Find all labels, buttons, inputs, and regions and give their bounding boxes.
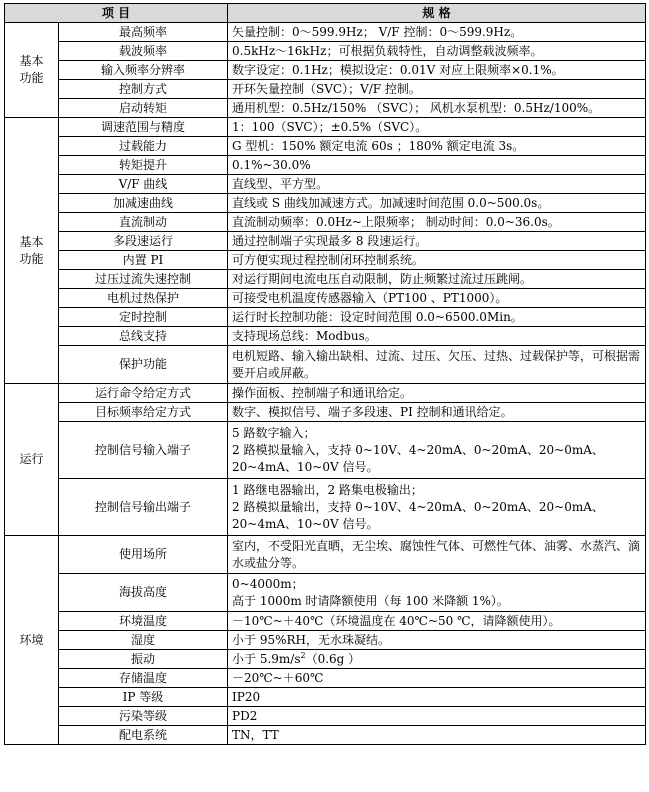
item-cell: 环境温度 [59, 612, 228, 631]
item-cell: 运行命令给定方式 [59, 384, 228, 403]
item-cell: 转矩提升 [59, 156, 228, 175]
table-row [5, 688, 646, 707]
table-row [5, 118, 646, 137]
table-row [5, 574, 646, 612]
spec-cell: 数字设定：0.1Hz；模拟设定：0.01V 对应上限频率×0.1%。 [228, 61, 646, 80]
spec-cell: －10℃~＋40℃（环境温度在 40℃~50 ℃，请降额使用）。 [228, 612, 646, 631]
table-row [5, 251, 646, 270]
category-cell: 环境 [5, 536, 59, 745]
spec-line: 2 路模拟量输入，支持 0~10V、4~20mA、0~20mA、20~0mA、20~4mA、10~0V 信号。 [232, 442, 604, 474]
table-row [5, 270, 646, 289]
spec-cell [228, 479, 646, 536]
spec-cell: －20℃~＋60℃ [228, 669, 646, 688]
table-row [5, 194, 646, 213]
spec-cell: 通用机型：0.5Hz/150% （SVC）； 风机水泵机型：0.5Hz/100%。 [228, 99, 646, 118]
spec-cell: 运行时长控制功能：设定时间范围 0.0~6500.0Min。 [228, 308, 646, 327]
spec-cell: 直流制动频率：0.0Hz~上限频率； 制动时间：0.0~36.0s。 [228, 213, 646, 232]
item-cell: 内置 PI [59, 251, 228, 270]
header-item: 项 目 [5, 4, 228, 23]
item-cell: 过压过流失速控制 [59, 270, 228, 289]
spec-cell: 支持现场总线：Modbus。 [228, 327, 646, 346]
item-cell: 定时控制 [59, 308, 228, 327]
spec-cell: 1：100（SVC）；±0.5%（SVC）。 [228, 118, 646, 137]
spec-cell: TN，TT [228, 726, 646, 745]
spec-cell: PD2 [228, 707, 646, 726]
spec-cell [228, 422, 646, 479]
spec-cell: 数字、模拟信号、端子多段速、PI 控制和通讯给定。 [228, 403, 646, 422]
table-row [5, 346, 646, 384]
header-row [5, 4, 646, 23]
table-row [5, 327, 646, 346]
table-row [5, 631, 646, 650]
spec-line: 2 路模拟量输出，支持 0~10V、4~20mA、0~20mA、20~0mA、20~4mA、10~0V 信号。 [232, 499, 604, 531]
spec-cell: 对运行期间电流电压自动限制，防止频繁过流过压跳闸。 [228, 270, 646, 289]
table-row [5, 61, 646, 80]
table-row [5, 289, 646, 308]
item-cell: 过载能力 [59, 137, 228, 156]
table-row [5, 137, 646, 156]
spec-cell: 可方便实现过程控制闭环控制系统。 [228, 251, 646, 270]
spec-line: 0~4000m； [232, 576, 304, 591]
spec-text: 小于 5.9m/s [232, 651, 301, 666]
spec-line: 5 路数字输入； [232, 425, 316, 440]
table-row [5, 650, 646, 669]
item-cell: 多段速运行 [59, 232, 228, 251]
spec-text: （0.6g ） [305, 651, 361, 666]
table-row [5, 23, 646, 42]
item-cell: 振动 [59, 650, 228, 669]
item-cell: 使用场所 [59, 536, 228, 574]
header-spec: 规 格 [228, 4, 646, 23]
table-row [5, 479, 646, 536]
spec-cell [228, 574, 646, 612]
spec-cell: 开环矢量控制（SVC）；V/F 控制。 [228, 80, 646, 99]
item-cell: 直流制动 [59, 213, 228, 232]
spec-superscript: 2 [300, 650, 306, 660]
spec-cell: 0.1%~30.0% [228, 156, 646, 175]
table-row [5, 213, 646, 232]
spec-cell: 通过控制端子实现最多 8 段速运行。 [228, 232, 646, 251]
item-cell: 最高频率 [59, 23, 228, 42]
item-cell: 配电系统 [59, 726, 228, 745]
spec-cell: G 型机：150% 额定电流 60s ；180% 额定电流 3s。 [228, 137, 646, 156]
spec-cell: 操作面板、控制端子和通讯给定。 [228, 384, 646, 403]
item-cell: V/F 曲线 [59, 175, 228, 194]
spec-cell: IP20 [228, 688, 646, 707]
item-cell: 输入频率分辨率 [59, 61, 228, 80]
table-row [5, 80, 646, 99]
item-cell: 加减速曲线 [59, 194, 228, 213]
spec-cell [228, 650, 646, 669]
table-row [5, 707, 646, 726]
spec-line: 1 路继电器输出，2 路集电极输出； [232, 482, 423, 497]
table-row [5, 384, 646, 403]
item-cell: 总线支持 [59, 327, 228, 346]
table-row [5, 536, 646, 574]
table-row [5, 232, 646, 251]
table-row [5, 726, 646, 745]
spec-cell: 矢量控制：0～599.9Hz； V/F 控制：0～599.9Hz。 [228, 23, 646, 42]
category-cell: 基本 功能 [5, 23, 59, 118]
item-cell: 目标频率给定方式 [59, 403, 228, 422]
table-row [5, 669, 646, 688]
spec-cell: 小于 95%RH，无水珠凝结。 [228, 631, 646, 650]
table-row [5, 175, 646, 194]
spec-cell: 0.5kHz～16kHz；可根据负载特性，自动调整载波频率。 [228, 42, 646, 61]
spec-cell: 电机短路、输入输出缺相、过流、过压、欠压、过热、过载保护等，可根据需要开启或屏蔽。 [228, 346, 646, 384]
item-cell: 控制信号输出端子 [59, 479, 228, 536]
item-cell: 启动转矩 [59, 99, 228, 118]
spec-cell: 室内，不受阳光直晒，无尘埃、腐蚀性气体、可燃性气体、油雾、水蒸汽、滴水或盐分等。 [228, 536, 646, 574]
item-cell: 存储温度 [59, 669, 228, 688]
table-row [5, 403, 646, 422]
category-cell: 基本 功能 [5, 118, 59, 384]
spec-line: 高于 1000m 时请降额使用（每 100 米降额 1%）。 [232, 593, 509, 608]
table-row [5, 42, 646, 61]
table-row [5, 422, 646, 479]
item-cell: 调速范围与精度 [59, 118, 228, 137]
table-row [5, 156, 646, 175]
item-cell: 湿度 [59, 631, 228, 650]
spec-cell: 可接受电机温度传感器输入（PT100 、PT1000）。 [228, 289, 646, 308]
category-cell: 运行 [5, 384, 59, 536]
spec-table [4, 3, 646, 745]
item-cell: 载波频率 [59, 42, 228, 61]
item-cell: IP 等级 [59, 688, 228, 707]
item-cell: 电机过热保护 [59, 289, 228, 308]
item-cell: 控制信号输入端子 [59, 422, 228, 479]
item-cell: 污染等级 [59, 707, 228, 726]
item-cell: 保护功能 [59, 346, 228, 384]
item-cell: 控制方式 [59, 80, 228, 99]
table-row [5, 612, 646, 631]
table-row [5, 99, 646, 118]
table-row [5, 308, 646, 327]
spec-cell: 直线型、平方型。 [228, 175, 646, 194]
item-cell: 海拔高度 [59, 574, 228, 612]
spec-cell: 直线或 S 曲线加减速方式。加减速时间范围 0.0~500.0s。 [228, 194, 646, 213]
